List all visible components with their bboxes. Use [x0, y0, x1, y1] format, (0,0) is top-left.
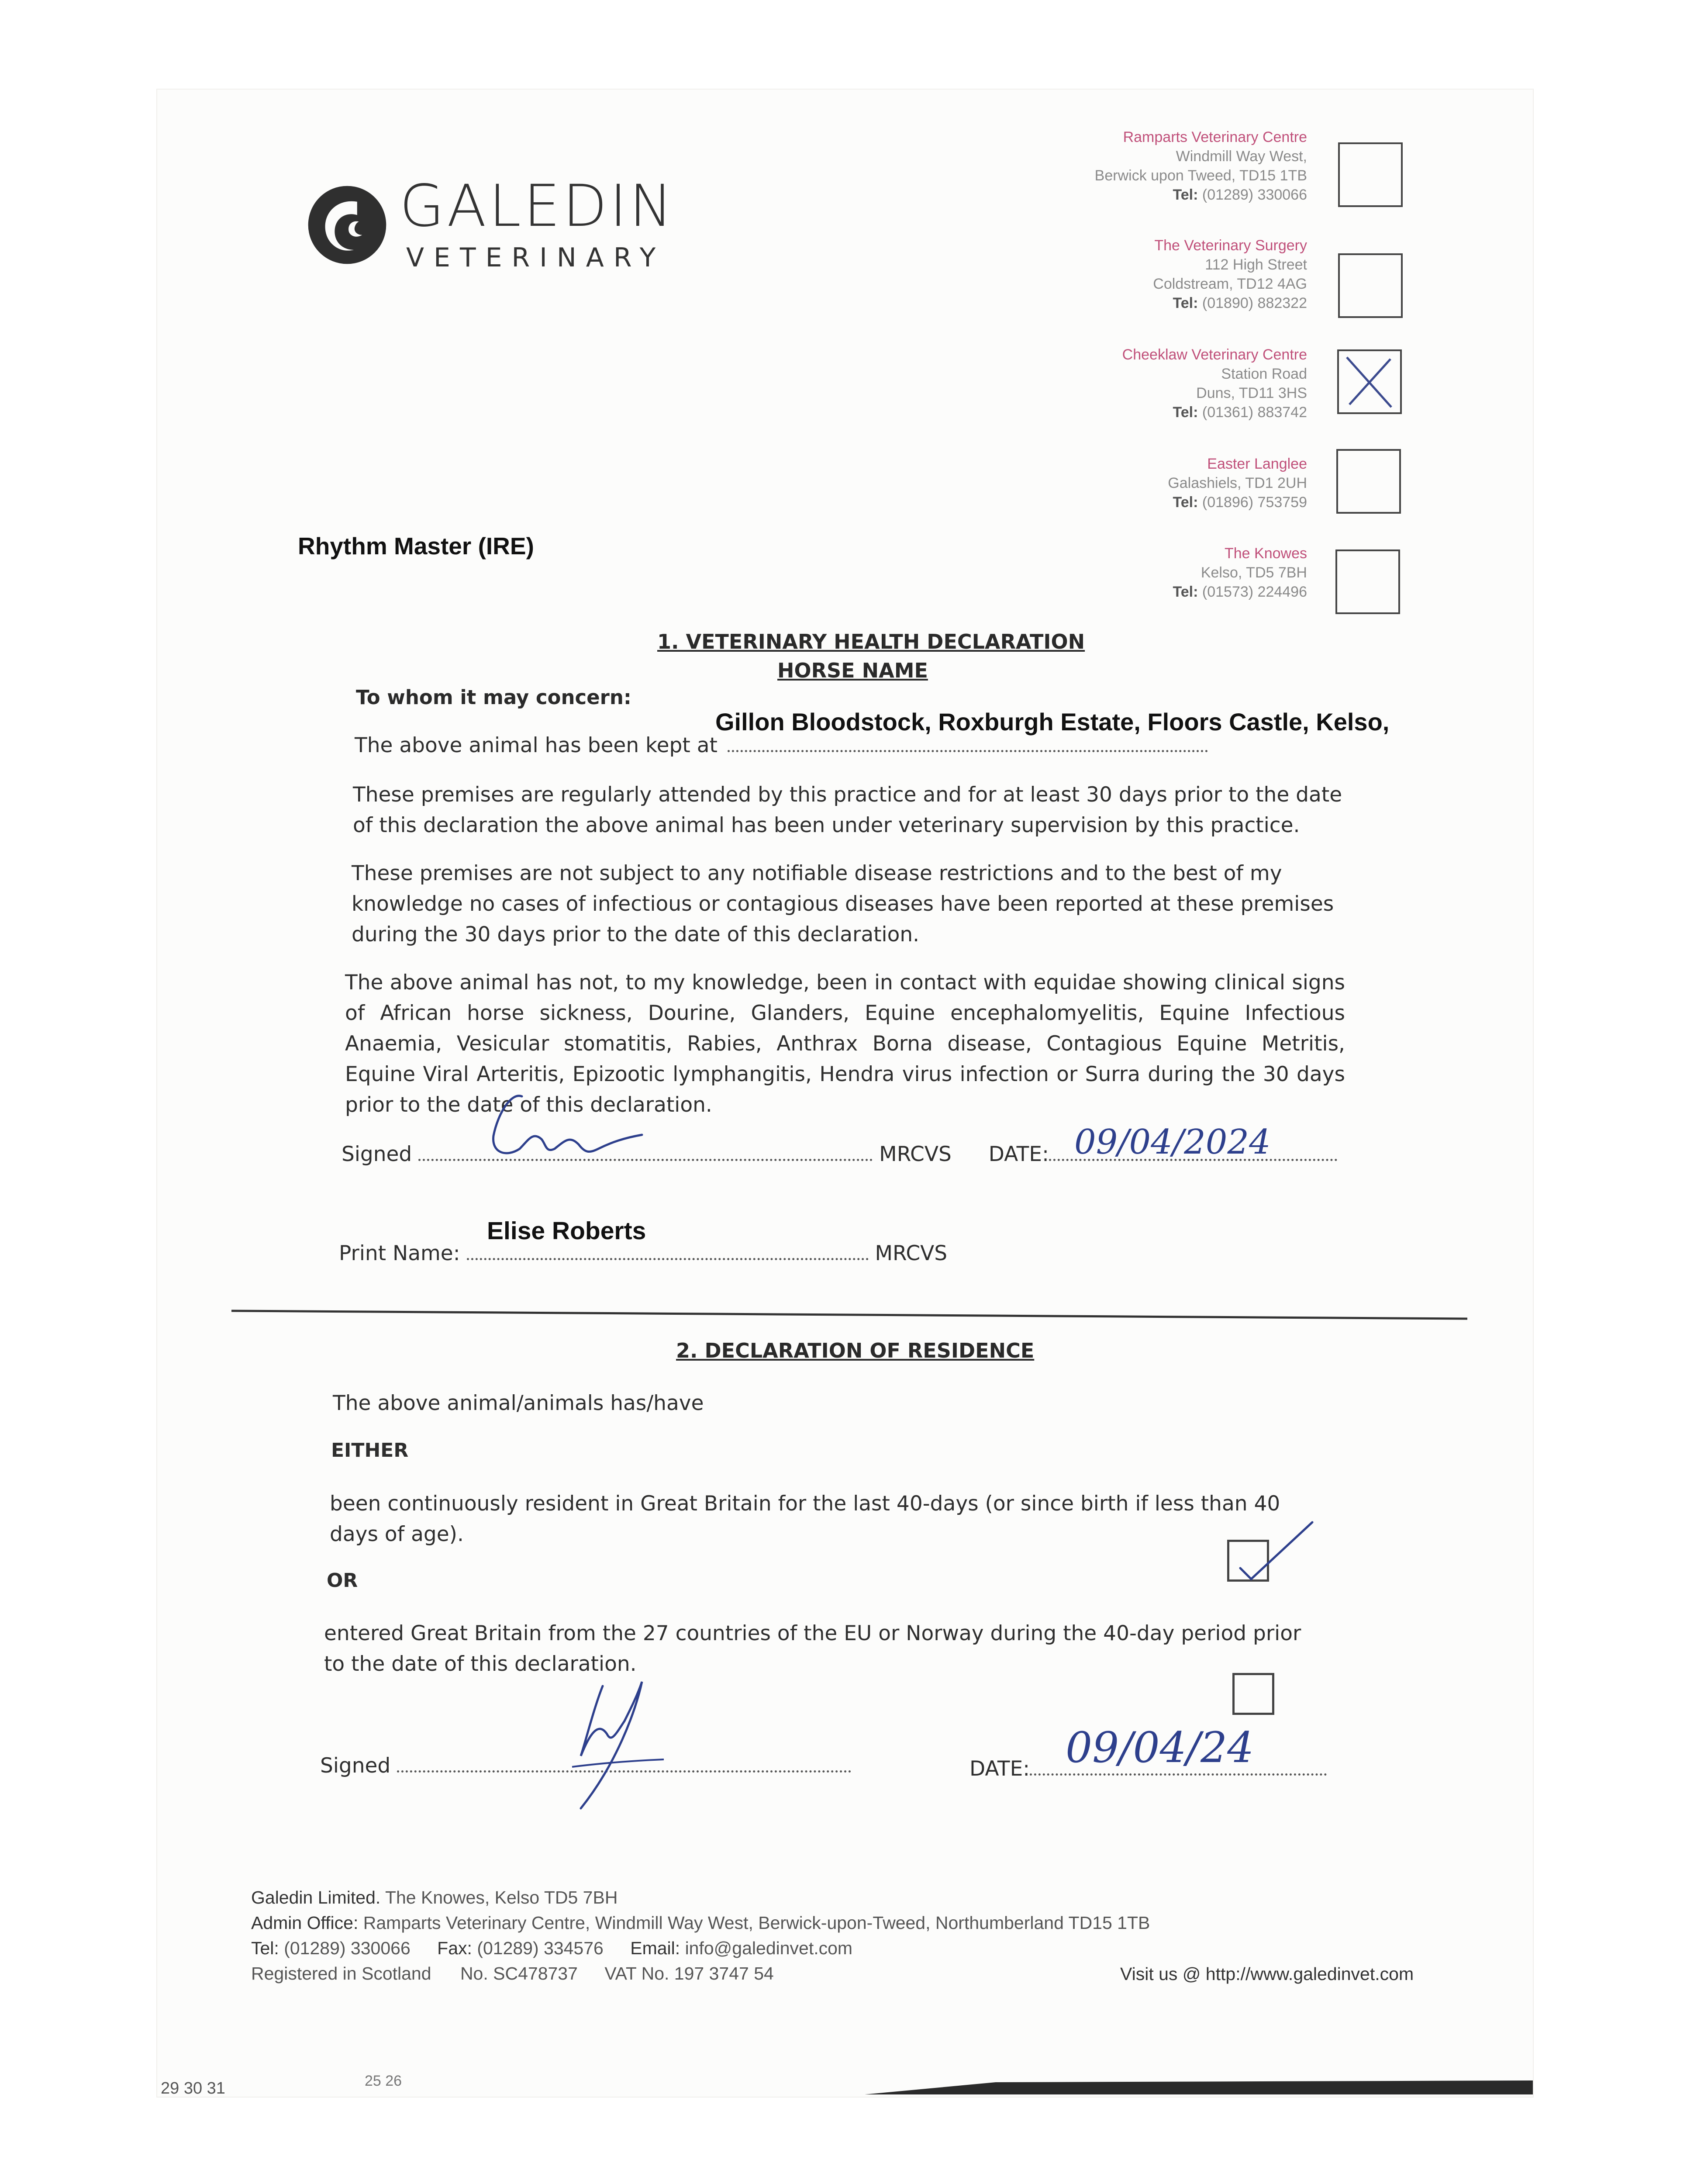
- footer-company: Galedin Limited.: [251, 1887, 381, 1908]
- check-mark-icon: [1232, 1509, 1319, 1588]
- footer-website[interactable]: Visit us @ http://www.galedinvet.com: [1120, 1964, 1414, 1984]
- practice-address-line: Windmill Way West,: [1176, 148, 1307, 165]
- horse-name-value: Rhythm Master (IRE): [298, 532, 534, 560]
- print-name-line: [339, 1238, 947, 1269]
- footer-admin-label: Admin Office:: [251, 1913, 359, 1933]
- footer-email-label: Email:: [630, 1938, 680, 1958]
- footer-registered: Registered in Scotland: [251, 1963, 431, 1984]
- practice-checkbox-ramparts[interactable]: [1338, 142, 1403, 207]
- practice-tel: (01289) 330066: [1202, 187, 1307, 203]
- footer-fax-label: Fax:: [437, 1938, 472, 1958]
- section1-paragraph-2: These premises are not subject to any notifiable disease restrictions and to the best of my knowledge no cases of infectious or contagious diseases have been reported at these premises during the 30 days prior to the date of this declaration.: [352, 861, 1334, 947]
- practice-veterinary-surgery: [1153, 236, 1307, 313]
- practice-the-knowes: [1173, 544, 1307, 601]
- practice-name: Easter Langlee: [1207, 456, 1307, 472]
- tel-label: Tel:: [1173, 295, 1198, 311]
- practice-name: The Knowes: [1225, 545, 1307, 562]
- signed-label: Signed: [342, 1142, 412, 1166]
- residence-option-2: entered Great Britain from the 27 countries of the EU or Norway during the 40-day period prior to the date of this declaration.: [324, 1621, 1301, 1676]
- handwritten-signature-1: [480, 1088, 655, 1171]
- logo-subtitle: VETERINARY: [406, 242, 666, 273]
- cross-mark-icon: [1339, 351, 1400, 412]
- print-name-field[interactable]: [467, 1258, 869, 1260]
- practice-checkbox-cheeklaw[interactable]: [1337, 349, 1402, 414]
- practice-address-line: Kelso, TD5 7BH: [1201, 564, 1307, 581]
- date-label: DATE:: [969, 1757, 1030, 1781]
- footer-tel-label: Tel:: [251, 1938, 279, 1958]
- footer-tel: (01289) 330066: [284, 1938, 411, 1958]
- print-name-value: Elise Roberts: [487, 1217, 646, 1245]
- edge-mark-mid: 25 26: [365, 2073, 402, 2089]
- section1-paragraph-3: The above animal has not, to my knowledge, been in contact with equidae showing clinical signs of African horse sickness, Dourine, Glanders, Equine encephalomyelitis, Equine Infectious Anaemia, Vesicular stomatitis, Rabies, Anthrax Borna disease, Contagious Equine Metritis, Equine Viral Arteritis, Epizootic lymphangitis, Hendra virus infection or Surra during the 30 days prior to the date of this declaration.: [345, 971, 1345, 1117]
- greeting: To whom it may concern:: [356, 686, 631, 709]
- practice-tel: (01896) 753759: [1202, 494, 1307, 511]
- practice-checkbox-easter-langlee[interactable]: [1336, 449, 1401, 514]
- footer-vat: VAT No. 197 3747 54: [604, 1963, 774, 1984]
- handwritten-signature-2: [555, 1669, 694, 1813]
- kept-at-value: Gillon Bloodstock, Roxburgh Estate, Floors Castle, Kelso,: [715, 708, 1390, 736]
- kept-at-label: The above animal has been kept at: [355, 733, 718, 757]
- practice-address-line: 112 High Street: [1205, 256, 1307, 273]
- kept-at-line: [355, 730, 1208, 761]
- practice-tel: (01361) 883742: [1202, 404, 1307, 421]
- residence-option-2-checkbox[interactable]: [1232, 1673, 1274, 1715]
- section2-intro: The above animal/animals has/have: [333, 1391, 704, 1415]
- date-field[interactable]: [1030, 1773, 1327, 1776]
- section1-date-value: 09/04/2024: [1074, 1123, 1271, 1162]
- kept-at-field[interactable]: [728, 750, 1208, 752]
- tel-label: Tel:: [1173, 494, 1198, 511]
- practice-name: Cheeklaw Veterinary Centre: [1122, 346, 1307, 363]
- section1-title: 1. VETERINARY HEALTH DECLARATION: [657, 630, 1085, 653]
- tel-label: Tel:: [1173, 404, 1198, 421]
- either-label: EITHER: [331, 1439, 409, 1462]
- practice-name: The Veterinary Surgery: [1154, 237, 1307, 254]
- practice-address-line: Coldstream, TD12 4AG: [1153, 276, 1307, 292]
- galedin-swirl-icon: [306, 183, 389, 266]
- footer-fax: (01289) 334576: [477, 1938, 604, 1958]
- footer-company-number: No. SC478737: [460, 1963, 578, 1984]
- tel-label: Tel:: [1173, 584, 1198, 600]
- logo-name: GALEDIN: [400, 173, 675, 240]
- print-name-label: Print Name:: [339, 1241, 460, 1265]
- practice-checkbox-veterinary-surgery[interactable]: [1338, 253, 1403, 318]
- practice-address-line: Berwick upon Tweed, TD15 1TB: [1094, 167, 1307, 184]
- practice-easter-langlee: [1168, 454, 1307, 512]
- horse-name-heading: HORSE NAME: [777, 659, 928, 682]
- residence-option-1: been continuously resident in Great Britain for the last 40-days (or since birth if less than 40 days of age).: [330, 1492, 1280, 1546]
- section-divider: [231, 1308, 1467, 1321]
- practice-checkbox-the-knowes[interactable]: [1335, 549, 1400, 614]
- footer-admin-address: Ramparts Veterinary Centre, Windmill Way West, Berwick-upon-Tweed, Northumberland TD15 1TB: [363, 1913, 1150, 1933]
- practice-address-line: Galashiels, TD1 2UH: [1168, 475, 1307, 491]
- practice-ramparts: [1095, 128, 1307, 204]
- tel-label: Tel:: [1173, 187, 1198, 203]
- practice-name: Ramparts Veterinary Centre: [1123, 129, 1307, 145]
- footer-email[interactable]: info@galedinvet.com: [685, 1938, 853, 1958]
- or-label: OR: [327, 1569, 358, 1592]
- section1-paragraph-1: These premises are regularly attended by this practice and for at least 30 days prior to the date of this declaration the above animal has been under veterinary supervision by this practice.: [353, 783, 1342, 837]
- date-label: DATE:: [988, 1142, 1049, 1166]
- signed-label: Signed: [320, 1754, 391, 1778]
- edge-mark-left: 29 30 31: [161, 2079, 225, 2098]
- section2-date-value: 09/04/24: [1066, 1723, 1254, 1772]
- mrcvs-label: MRCVS: [875, 1241, 948, 1265]
- practice-tel: (01573) 224496: [1202, 584, 1307, 600]
- practice-address-line: Station Road: [1221, 366, 1307, 382]
- section2-title: 2. DECLARATION OF RESIDENCE: [676, 1339, 1035, 1362]
- practice-address-line: Duns, TD11 3HS: [1196, 385, 1307, 401]
- mrcvs-label: MRCVS: [879, 1142, 952, 1166]
- practice-cheeklaw: [1122, 345, 1307, 422]
- scan-shadow: [865, 2077, 1533, 2097]
- footer-company-address: The Knowes, Kelso TD5 7BH: [385, 1887, 618, 1908]
- practice-tel: (01890) 882322: [1202, 295, 1307, 311]
